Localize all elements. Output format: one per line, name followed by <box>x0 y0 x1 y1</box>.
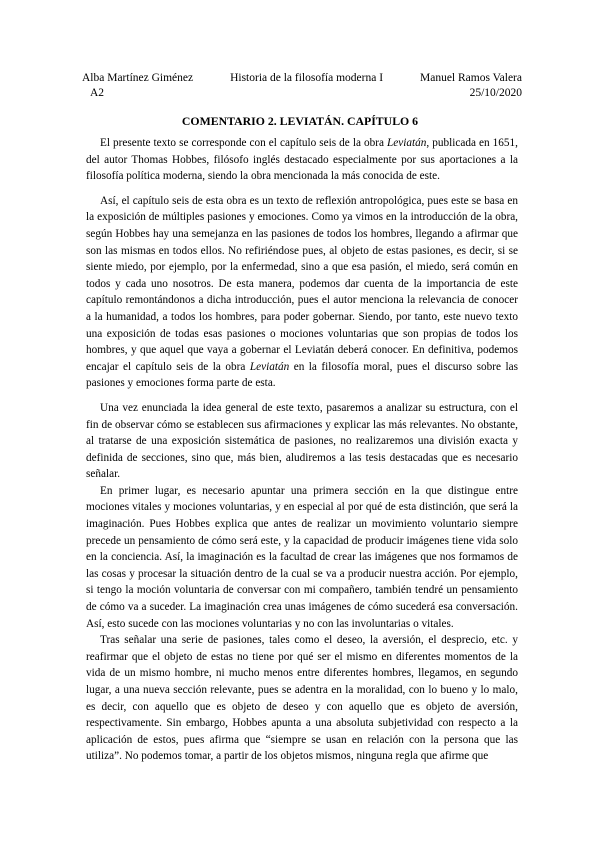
document-body <box>86 135 518 765</box>
course-name: Historia de la filosofía moderna I <box>230 72 384 84</box>
work-title: Leviatán <box>387 137 427 149</box>
professor-name: Manuel Ramos Valera <box>420 72 522 84</box>
paragraph: Tras señalar una serie de pasiones, tales como el deseo, la aversión, el desprecio, etc. y reafirmar que el objeto de estas no tiene por qué ser el mismo en diferentes momentos de la vida de un mismo hombre, ni mucho menos entre diferentes hombres, llegamos, en segundo lugar, a una nueva sección relevante, pues se adentra en la moralidad, con lo bueno y lo malo, es decir, con aquello que es objeto de deseo y con aquello que es objeto de aversión, respectivamente. Sin embargo, Hobbes apunta a una absoluta subjetividad con respecto a la aplicación de estos, pues afirma que “siempre se usan en relación con la persona que las utiliza”. No podemos tomar, a partir de los objetos mismos, ninguna regla que afirme que <box>86 634 518 763</box>
document-title: COMENTARIO 2. LEVIATÁN. CAPÍTULO 6 <box>181 114 419 128</box>
work-title: Leviatán <box>249 360 290 373</box>
date-label: 25/10/2020 <box>469 87 522 99</box>
paragraph: En primer lugar, es necesario apuntar una primera sección en la que distingue entre mociones vitales y mociones voluntarias, y en especial al por qué de esta distinción, que será la imaginación. Pues Hobbes explica que antes de realizar un movimiento voluntario siempre precede un pensamiento de cómo será este, y la capacidad de producir imágenes tiene vida solo en la conciencia. Así, la imaginación es la facultad de crear las imágenes que nos formamos de las cosas y procesar la situación dentro de la cual se va a producir nuestra acción. Por ejemplo, si tengo la moción voluntaria de conversar con mi compañero, también tendré un pensamiento de cómo va a suceder. La imaginación crea unas imágenes de cómo sucederá esa conversación. Así, esto sucede con las mociones voluntarias y no con las involuntarias o vitales. <box>86 484 518 630</box>
paragraph: El presente texto se corresponde con el capítulo seis de la obra Leviatán, publicada en 1651, del autor Thomas Hobbes, filósofo inglés destacado especialmente por sus aportaciones a la filosofía política moderna, siendo la obra mencionada la más conocida de este. <box>86 137 518 183</box>
author-name: Alba Martínez Giménez <box>82 72 194 84</box>
paragraph: Así, el capítulo seis de esta obra es un texto de reflexión antropológica, pues este se basa en la exposición de múltiples pasiones y emociones. Como ya vimos en la introducción de la obra, según Hobbes hay una semejanza en las pasiones de todos los hombres, llegando a afirmar que son las mismas en todos ellos. No refiriéndose pues, al objeto de estas pasiones, es decir, si se siente miedo, por ejemplo, por la enfermedad, sino a que esa pasión, el miedo, será común en todos y cada uno nosotros. De esta manera, podemos dar cuenta de la importancia de este capítulo remontándonos a dicha introducción, pues el autor menciona la relevancia de conocer a la humanidad, a todos los hombres, para poder gobernar. Siendo, por tanto, este nuevo texto una exposición de todas esas pasiones o mociones voluntarias que son propias de todos los hombres, y que aquel que vaya a gobernar el Leviatán deberá conocer. En definitiva, podemos encajar el capítulo seis de la obra Leviatán en la filosofía moral, pues el discurso sobre las pasiones y emociones forma parte de esta. <box>86 194 518 390</box>
document-header <box>82 71 522 101</box>
paragraph: Una vez enunciada la idea general de este texto, pasaremos a analizar su estructura, con el fin de observar cómo se establecen sus afirmaciones y explicar las más relevantes. No obstante, al tratarse de una exposición sistemática de pasiones, no realizaremos una división exacta y definida de secciones, sino que, más bien, aludiremos a las tesis destacadas que es necesario señalar. <box>86 401 518 481</box>
group-label: A2 <box>90 87 105 99</box>
